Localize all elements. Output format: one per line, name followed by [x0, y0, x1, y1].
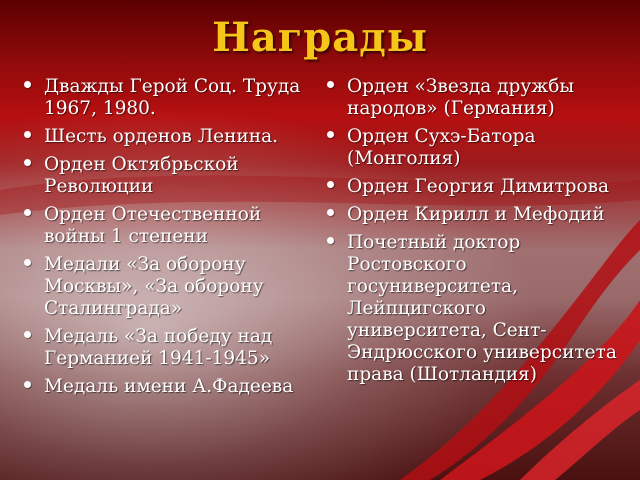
- bullet-dot-icon: [24, 381, 31, 388]
- list-item-text: Орден Кирилл и Мефодий: [347, 204, 605, 225]
- bullet-dot-icon: [24, 81, 31, 88]
- list-item-text: Орден Георгия Димитрова: [347, 176, 610, 197]
- list-item-text: Медали «За оборону Москвы», «За оборону Сталинграда»: [44, 254, 264, 319]
- bullet-dot-icon: [327, 81, 334, 88]
- list-item-text: Медаль «За победу над Германией 1941-1945»: [44, 326, 273, 369]
- bullet-dot-icon: [24, 331, 31, 338]
- list-item-text: Орден «Звезда дружбы народов» (Германия): [347, 76, 575, 119]
- list-item-text: Дважды Герой Соц. Труда 1967, 1980.: [44, 76, 301, 119]
- bullet-dot-icon: [327, 209, 334, 216]
- list-item: [22, 326, 312, 370]
- list-item: [325, 204, 630, 226]
- bullet-dot-icon: [327, 237, 334, 244]
- bullet-dot-icon: [327, 181, 334, 188]
- list-item: [22, 76, 312, 120]
- list-item: [22, 254, 312, 320]
- list-item: [325, 176, 630, 198]
- list-item-text: Орден Октябрьской Революции: [44, 154, 239, 197]
- list-item-text: Медаль имени А.Фадеева: [44, 376, 294, 397]
- list-item-text: Почетный доктор Ростовского госуниверситета, Лейпцигского университета, Сент-Эндрюсского университета права (Шотландия): [347, 232, 617, 385]
- bullet-dot-icon: [24, 209, 31, 216]
- list-item-text: Орден Сухэ-Батора (Монголия): [347, 126, 536, 169]
- list-item-text: Орден Отечественной войны 1 степени: [44, 204, 262, 247]
- list-item: [325, 232, 630, 386]
- list-item: [325, 76, 630, 120]
- list-item: [22, 204, 312, 248]
- bullet-dot-icon: [24, 159, 31, 166]
- list-item-text: Шесть орденов Ленина.: [44, 126, 278, 147]
- list-item: [22, 126, 312, 148]
- slide-title: Награды: [212, 14, 428, 61]
- list-item: [22, 154, 312, 198]
- awards-list-left: [22, 76, 312, 404]
- list-item: [22, 376, 312, 398]
- list-item: [325, 126, 630, 170]
- bullet-dot-icon: [24, 259, 31, 266]
- bullet-dot-icon: [24, 131, 31, 138]
- bullet-dot-icon: [327, 131, 334, 138]
- awards-list-right: [325, 76, 630, 392]
